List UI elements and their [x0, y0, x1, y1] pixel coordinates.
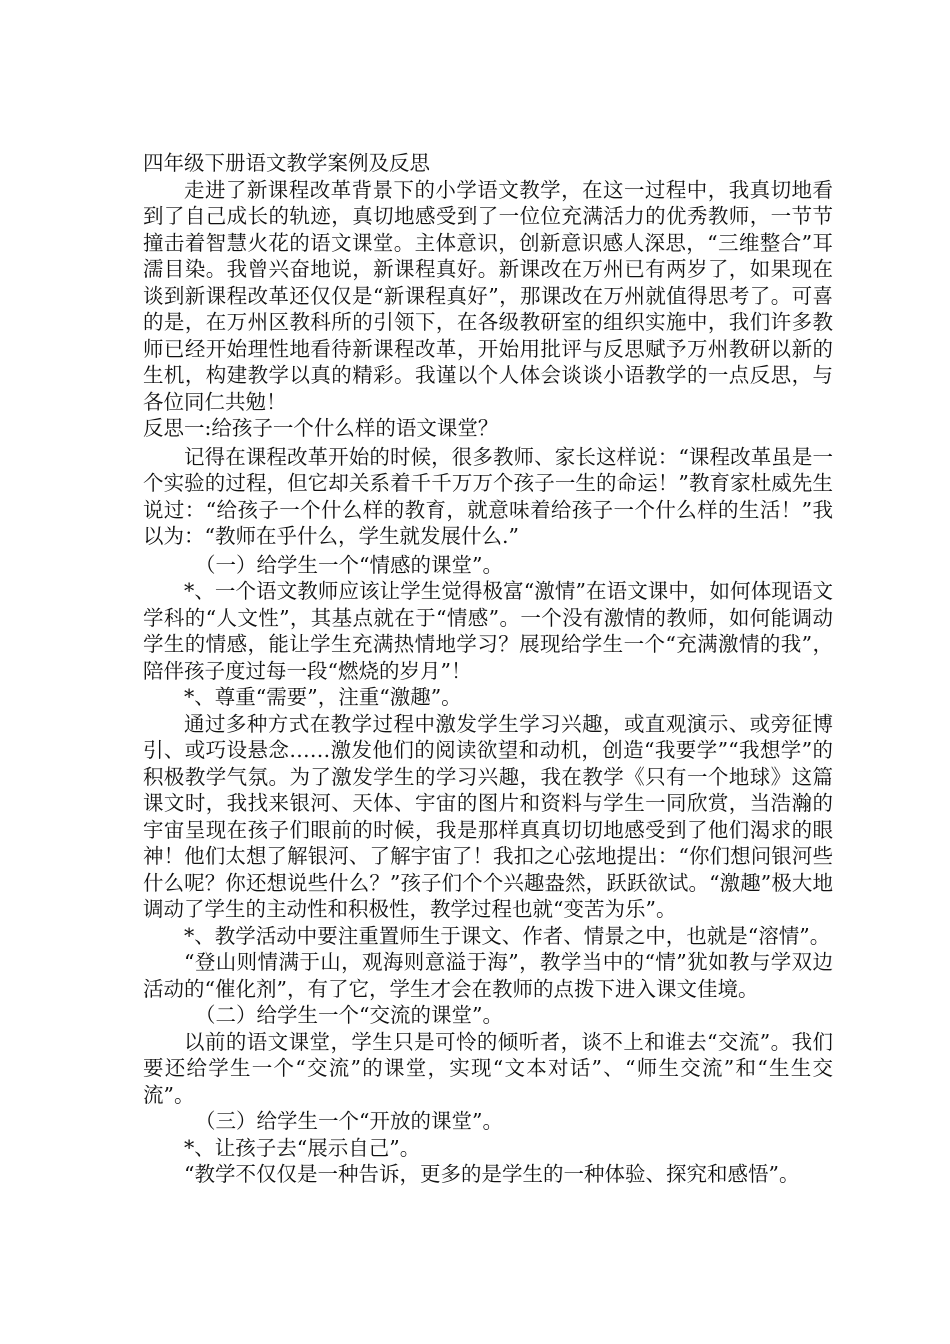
reflection-heading: 反思一:给孩子一个什么样的语文课堂？	[143, 416, 499, 440]
section-heading-emotion: （一）给学生一个“情感的课堂”。	[195, 552, 503, 577]
exchange-paragraph: 以前的语文课堂，学生只是可怜的倾听者，谈不上和谁去“交流”。我们要还给学生一个“交流”的课堂，实现“文本对话”、“师生交流”和“生生交流”。	[143, 1029, 833, 1107]
point-immersion: *、教学活动中要注重置师生于课文、作者、情景之中，也就是“溶情”。	[184, 923, 831, 948]
teaching-quote: “教学不仅仅是一种告诉，更多的是学生的一种体验、探究和感悟”。	[184, 1162, 800, 1186]
intro-paragraph: 走进了新课程改革背景下的小学语文教学，在这一过程中，我真切地看到了自己成长的轨迹，真切地感受到了一位位充满活力的优秀教师，一节节撞击着智慧火花的语文课堂。主体意识，创新意识感人深思，“三维整合”耳濡目染。我曾兴奋地说，新课程真好。新课改在万州已有两岁了，如果现在谈到新课程改革还仅仅是“新课程真好”，那课改在万州就值得思考了。可喜的是，在万州区教科所的引领下，在各级教研室的组织实施中，我们许多教师已经开始理性地看待新课程改革，开始用批评与反思赋予万州教研以新的生机，构建教学以真的精彩。我谨以个人体会谈谈小语教学的一点反思，与各位同仁共勉！	[143, 177, 833, 414]
section-heading-exchange: （二）给学生一个“交流的课堂”。	[195, 1003, 503, 1027]
immersion-paragraph: “登山则情满于山，观海则意溢于海”，教学当中的“情”犹如教与学双边活动的“催化剂”，有了它，学生才会在教师的点拨下进入课文佳境。	[143, 950, 833, 1001]
interest-paragraph: 通过多种方式在教学过程中激发学生学习兴趣，或直观演示、或旁征博引、或巧设悬念……激发他们的阅读欲望和动机，创造“我要学”“我想学”的积极教学气氛。为了激发学生的学习兴趣，我在教学《只有一个地球》这篇课文时，我找来银河、天体、宇宙的图片和资料与学生一同欣赏，当浩瀚的宇宙呈现在孩子们眼前的时候，我是那样真真切切地感受到了他们渴求的眼神！他们太想了解银河、了解宇宙了！我扣之心弦地提出：“你们想问银河些什么呢？你还想说些什么？”孩子们个个兴趣盎然，跃跃欲试。“激趣”极大地调动了学生的主动性和积极性，教学过程也就“变苦为乐”。	[143, 711, 833, 921]
point-passion: *、一个语文教师应该让学生觉得极富“激情”在语文课中，如何体现语文学科的“人文性”，其基点就在于“情感”。一个没有激情的教师，如何能调动学生的情感，能让学生充满热情地学习？展现给学生一个“充满激情的我”，陪伴孩子度过每一段“燃烧的岁月”！	[143, 579, 833, 683]
point-show-yourself: *、让孩子去“展示自己”。	[184, 1135, 421, 1160]
document-title: 四年级下册语文教学案例及反思	[143, 151, 430, 175]
point-interest: *、尊重“需要”，注重“激趣”。	[184, 685, 462, 709]
document-page	[143, 150, 833, 1188]
reflection-paragraph: 记得在课程改革开始的时候，很多教师、家长这样说：“课程改革虽是一个实验的过程，但它却关系着千千万万个孩子一生的命运！”教育家杜威先生说过：“给孩子一个什么样的教育，就意味着给孩子一个什么样的生活！”我以为：“教师在乎什么，学生就发展什么.”	[143, 444, 833, 548]
section-heading-open: （三）给学生一个“开放的课堂”。	[195, 1109, 503, 1133]
